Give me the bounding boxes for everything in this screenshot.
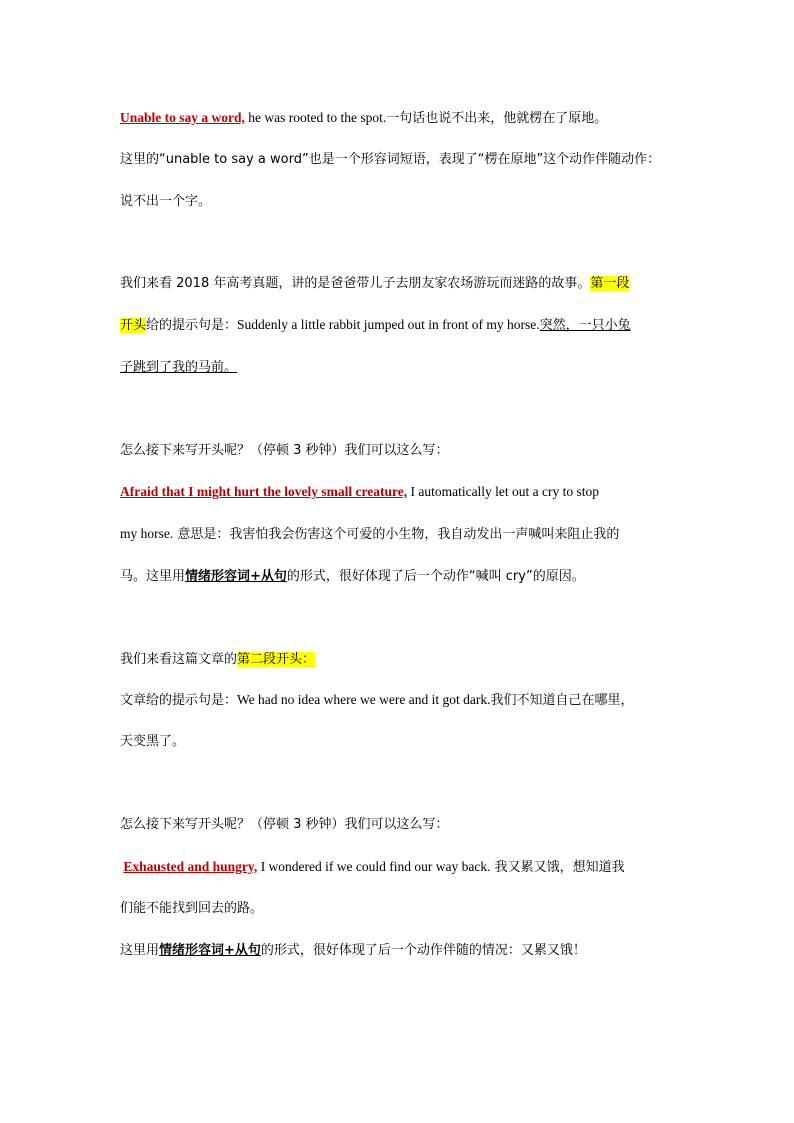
second-para-line-3: 天变黑了。 [120, 734, 186, 749]
answer-note-structure: 情绪形容词+从句 [185, 569, 287, 584]
answer2-note-structure: 情绪形容词+从句 [159, 943, 261, 958]
answer2-chinese-1: 我又累又饿，想知道我 [490, 860, 625, 875]
answer-note-pre: 马。这里用 [120, 569, 186, 584]
second-para-line-1 [120, 649, 680, 670]
exam-intro-line-1 [120, 273, 680, 294]
answer2-note-post: 的形式，很好体现了后一个动作伴随的情况：又累又饿！ [260, 943, 586, 958]
explanation-line-2: 说不出一个字。 [120, 194, 212, 209]
example-english: he was rooted to the spot. [244, 110, 387, 125]
answer2-line-1 [120, 857, 680, 878]
prompt-english: Suddenly a little rabbit jumped out in front of my horse. [237, 317, 540, 332]
answer2-lead-phrase: Exhausted and hungry, [123, 859, 258, 874]
example-line-1 [120, 108, 680, 129]
second-prompt-label: 文章给的提示句是： [120, 693, 238, 708]
second-prompt-english: We had no idea where we were and it got dark. [237, 692, 491, 707]
second-prompt-translation: 我们不知道自己在哪里， [490, 693, 634, 708]
answer2-line-2: 们能不能找到回去的路。 [120, 901, 264, 916]
question-line-1: 怎么接下来写开头呢？（停顿 3 秒钟）我们可以这么写： [120, 443, 449, 458]
answer-line-3 [120, 566, 680, 587]
second-para-line-2 [120, 690, 680, 711]
second-para-intro: 我们来看这篇文章的 [120, 652, 238, 667]
answer-english-2: my horse. [120, 526, 174, 541]
answer2-note-pre: 这里用 [120, 943, 160, 958]
highlight-opening: 开头 [120, 318, 147, 333]
exam-intro-text: 我们来看 2018 年高考真题，讲的是爸爸带儿子去朋友家农场游玩而迷路的故事。 [120, 276, 591, 291]
prompt-translation-part-1: 突然，一只小兔 [539, 318, 631, 333]
answer-meaning: 意思是：我害怕我会伤害这个可爱的小生物，我自动发出一声喊叫来阻止我的 [173, 527, 620, 542]
answer-lead-phrase: Afraid that I might hurt the lovely small creature, [120, 484, 408, 499]
highlight-second-paragraph: 第二段开头： [237, 652, 316, 667]
question-line-2: 怎么接下来写开头呢？（停顿 3 秒钟）我们可以这么写： [120, 817, 449, 832]
exam-intro-line-3 [120, 357, 680, 378]
answer-line-1 [120, 482, 680, 502]
answer-english-1: I automatically let out a cry to stop [407, 484, 600, 499]
exam-intro-line-2 [120, 315, 680, 336]
answer2-english: I wondered if we could find our way back. [257, 859, 491, 874]
highlight-first-paragraph: 第一段 [590, 276, 630, 291]
answer-line-2 [120, 524, 680, 545]
answer-note-post: 的形式，很好体现了后一个动作“喊叫 cry”的原因。 [286, 569, 585, 584]
example-chinese: 一句话也说不出来，他就楞在了原地。 [386, 111, 608, 126]
example-lead-phrase: Unable to say a word, [120, 110, 245, 125]
explanation-line-1: 这里的“unable to say a word”也是一个形容词短语，表现了“楞在原地”这个动作伴随动作： [120, 152, 661, 167]
prompt-translation-part-2: 子跳到了我的马前。 [120, 360, 238, 375]
prompt-label: 给的提示句是： [146, 318, 238, 333]
answer2-line-3 [120, 940, 680, 961]
